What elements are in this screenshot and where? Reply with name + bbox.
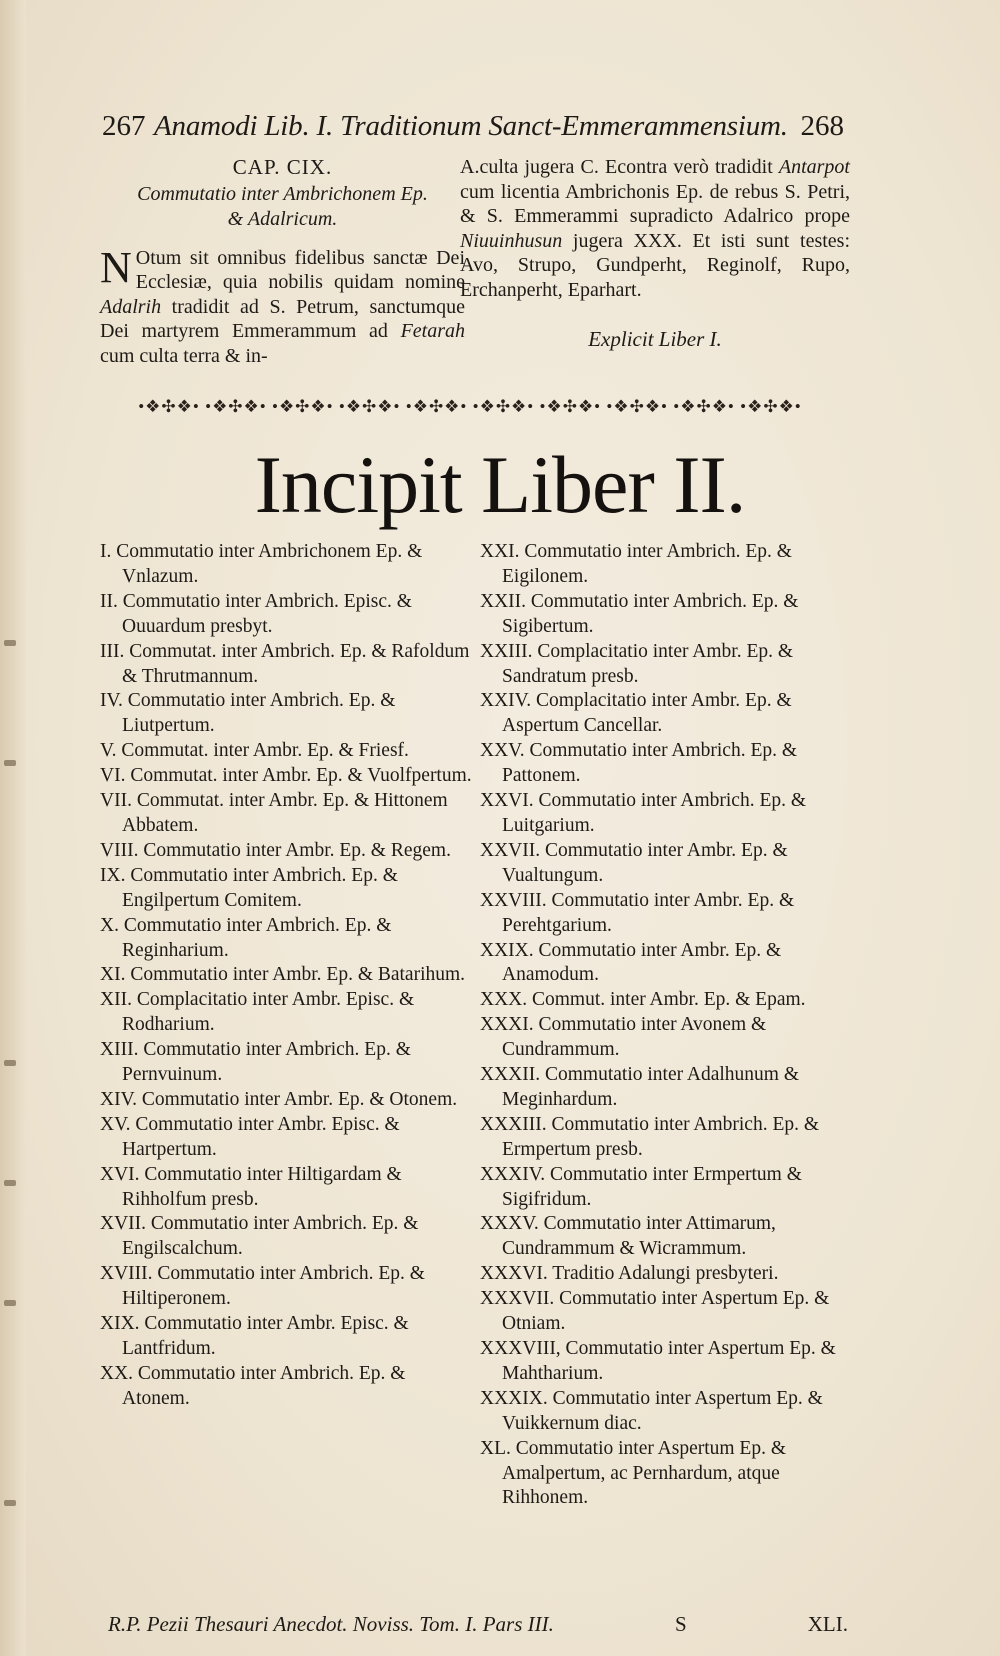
catchword: XLI. xyxy=(807,1612,848,1636)
gutter-mark xyxy=(4,640,16,646)
contents-entry: XI. Commutatio inter Ambr. Ep. & Batarihum. xyxy=(100,964,466,986)
contents-entry: XXX. Commut. inter Ambr. Ep. & Epam. xyxy=(480,989,806,1011)
italic-name: Fetarah xyxy=(400,320,465,343)
chapter-column-left xyxy=(100,155,465,369)
contents-entry: XXXIX. Commutatio inter Aspertum Ep. & Vuikkernum diac. xyxy=(480,1387,823,1434)
contents-entry: XXXIII. Commutatio inter Ambrich. Ep. & Ermpertum presb. xyxy=(480,1113,820,1160)
contents-entry: XIII. Commutatio inter Ambrich. Ep. & Pernvuinum. xyxy=(100,1039,411,1086)
contents-entry: VIII. Commutatio inter Ambr. Ep. & Regem. xyxy=(100,839,451,861)
contents-entry: IV. Commutatio inter Ambrich. Ep. & Liutpertum. xyxy=(100,690,396,737)
contents-entry: V. Commutat. inter Ambr. Ep. & Friesf. xyxy=(100,740,409,762)
page-number-right: 268 xyxy=(800,110,844,142)
chapter-number: CAP. CIX. xyxy=(232,155,333,179)
italic-name: Antarpot xyxy=(778,156,850,178)
contents-entry: XXI. Commutatio inter Ambrich. Ep. & Eigilonem. xyxy=(480,541,792,587)
contents-entry: XXXVIII, Commutatio inter Aspertum Ep. & Mahtharium. xyxy=(480,1338,836,1384)
chapter-title xyxy=(100,182,465,232)
book-title: Incipit Liber II. xyxy=(254,439,746,530)
contents-entry: XXII. Commutatio inter Ambrich. Ep. & Sigibertum. xyxy=(480,590,799,637)
gutter-mark xyxy=(4,1060,16,1066)
chapter-title-line1: Commutatio inter Ambrichonem Ep. xyxy=(137,182,428,205)
contents-entry: VI. Commutat. inter Ambr. Ep. & Vuolfpertum. xyxy=(100,765,472,787)
contents-entry: X. Commutatio inter Ambrich. Ep. & Reginharium. xyxy=(100,914,392,961)
contents-list-right xyxy=(480,540,850,1511)
contents-entry: III. Commutat. inter Ambrich. Ep. & Rafoldum & Thrutmannum. xyxy=(100,640,470,687)
text-run: cum licentia Ambrichonis Ep. de rebus S. Petri, & S. Emmerammi supradicto Adalrico prope xyxy=(460,180,850,228)
page-number-left: 267 xyxy=(102,110,146,142)
signature-mark: S xyxy=(675,1612,687,1636)
chapter-text-left xyxy=(100,242,465,369)
contents-entry: XXIII. Complacitatio inter Ambr. Ep. & Sandratum presb. xyxy=(480,640,794,687)
running-head xyxy=(102,110,844,150)
contents-entry: XXXVII. Commutatio inter Aspertum Ep. & Otniam. xyxy=(480,1288,830,1335)
contents-entry: XIX. Commutatio inter Ambr. Episc. & Lantfridum. xyxy=(100,1313,409,1359)
chapter-column-right xyxy=(460,155,850,351)
text-run: jugera XXX. Et isti sunt testes: Avo, Strupo, Gundperht, Reginolf, Rupo, Erchanperht, Eparhart. xyxy=(460,229,850,301)
italic-name: Adalrih xyxy=(100,295,162,318)
chapter-text-right xyxy=(460,155,850,303)
gutter-mark xyxy=(4,1500,16,1506)
contents-entry: XXXII. Commutatio inter Adalhunum & Meginhardum. xyxy=(480,1064,800,1110)
contents-entry: XVI. Commutatio inter Hiltigardam & Rihholfum presb. xyxy=(100,1163,402,1210)
ornamental-divider: •❖✣❖• •❖✣❖• •❖✣❖• •❖✣❖• •❖✣❖• •❖✣❖• •❖✣❖• •❖✣❖• •❖✣❖• •❖✣❖• xyxy=(138,397,802,416)
gutter-mark xyxy=(4,1180,16,1186)
contents-entry: XVIII. Commutatio inter Ambrich. Ep. & Hiltiperonem. xyxy=(100,1263,425,1310)
contents-entry: XXIX. Commutatio inter Ambr. Ep. & Anamodum. xyxy=(480,939,782,986)
contents-entry: XXXIV. Commutatio inter Ermpertum & Sigifridum. xyxy=(480,1163,802,1210)
contents-entry: XXXI. Commutatio inter Avonem & Cundrammum. xyxy=(480,1014,767,1061)
contents-entry: XXVII. Commutatio inter Ambr. Ep. & Vualtungum. xyxy=(480,839,788,886)
explicit-line: Explicit Liber I. xyxy=(588,326,722,351)
contents-entry: XV. Commutatio inter Ambr. Episc. & Hartpertum. xyxy=(100,1113,400,1160)
contents-entry: II. Commutatio inter Ambrich. Episc. & Ouuardum presbyt. xyxy=(100,590,412,637)
contents-entry: IX. Commutatio inter Ambrich. Ep. & Engilpertum Comitem. xyxy=(100,864,398,911)
contents-entry: XII. Complacitatio inter Ambr. Episc. & Rodharium. xyxy=(100,989,415,1036)
contents-entry: XXVI. Commutatio inter Ambrich. Ep. & Luitgarium. xyxy=(480,790,807,836)
gutter-mark xyxy=(4,1300,16,1306)
contents-entry: XVII. Commutatio inter Ambrich. Ep. & Engilscalchum. xyxy=(100,1213,419,1260)
contents-entry: XXVIII. Commutatio inter Ambr. Ep. & Perehtgarium. xyxy=(480,889,795,936)
chapter-title-line2: & Adalricum. xyxy=(227,207,338,230)
drop-initial: N xyxy=(100,242,132,292)
binding-gutter xyxy=(0,0,26,1656)
contents-entry: I. Commutatio inter Ambrichonem Ep. & Vnlazum. xyxy=(100,541,423,587)
text-run: cum culta terra & in- xyxy=(100,344,268,367)
contents-entry: XXXVI. Traditio Adalungi presbyteri. xyxy=(480,1263,779,1285)
printer-signature: R.P. Pezii Thesauri Anecdot. Noviss. Tom. I. Pars III. xyxy=(108,1612,554,1636)
contents-entry: XIV. Commutatio inter Ambr. Ep. & Otonem. xyxy=(100,1088,458,1110)
italic-name: Niuuinhusun xyxy=(460,229,563,252)
contents-entry: XL. Commutatio inter Aspertum Ep. & Amalpertum, ac Pernhardum, atque Rihhonem. xyxy=(480,1437,787,1509)
gutter-mark xyxy=(4,760,16,766)
contents-list-left xyxy=(100,540,475,1412)
text-run: Otum sit omnibus fidelibus sanctæ Dei Ecclesiæ, quia nobilis quidam nomine xyxy=(135,246,465,294)
text-run: tradidit ad S. Petrum, sanctumque Dei martyrem Emmerammum ad xyxy=(100,295,465,343)
running-title: Anamodi Lib. I. Traditionum Sanct-Emmerammensium. xyxy=(154,110,788,142)
page-footer xyxy=(108,1612,848,1642)
contents-entry: XXIV. Complacitatio inter Ambr. Ep. & Aspertum Cancellar. xyxy=(480,690,792,737)
contents-entry: VII. Commutat. inter Ambr. Ep. & Hittonem Abbatem. xyxy=(100,790,448,836)
contents-entry: XX. Commutatio inter Ambrich. Ep. & Atonem. xyxy=(100,1362,406,1409)
text-run: A.culta jugera C. Econtra verò tradidit xyxy=(460,156,779,178)
contents-entry: XXXV. Commutatio inter Attimarum, Cundrammum & Wicrammum. xyxy=(480,1213,776,1260)
contents-entry: XXV. Commutatio inter Ambrich. Ep. & Pattonem. xyxy=(480,740,798,787)
